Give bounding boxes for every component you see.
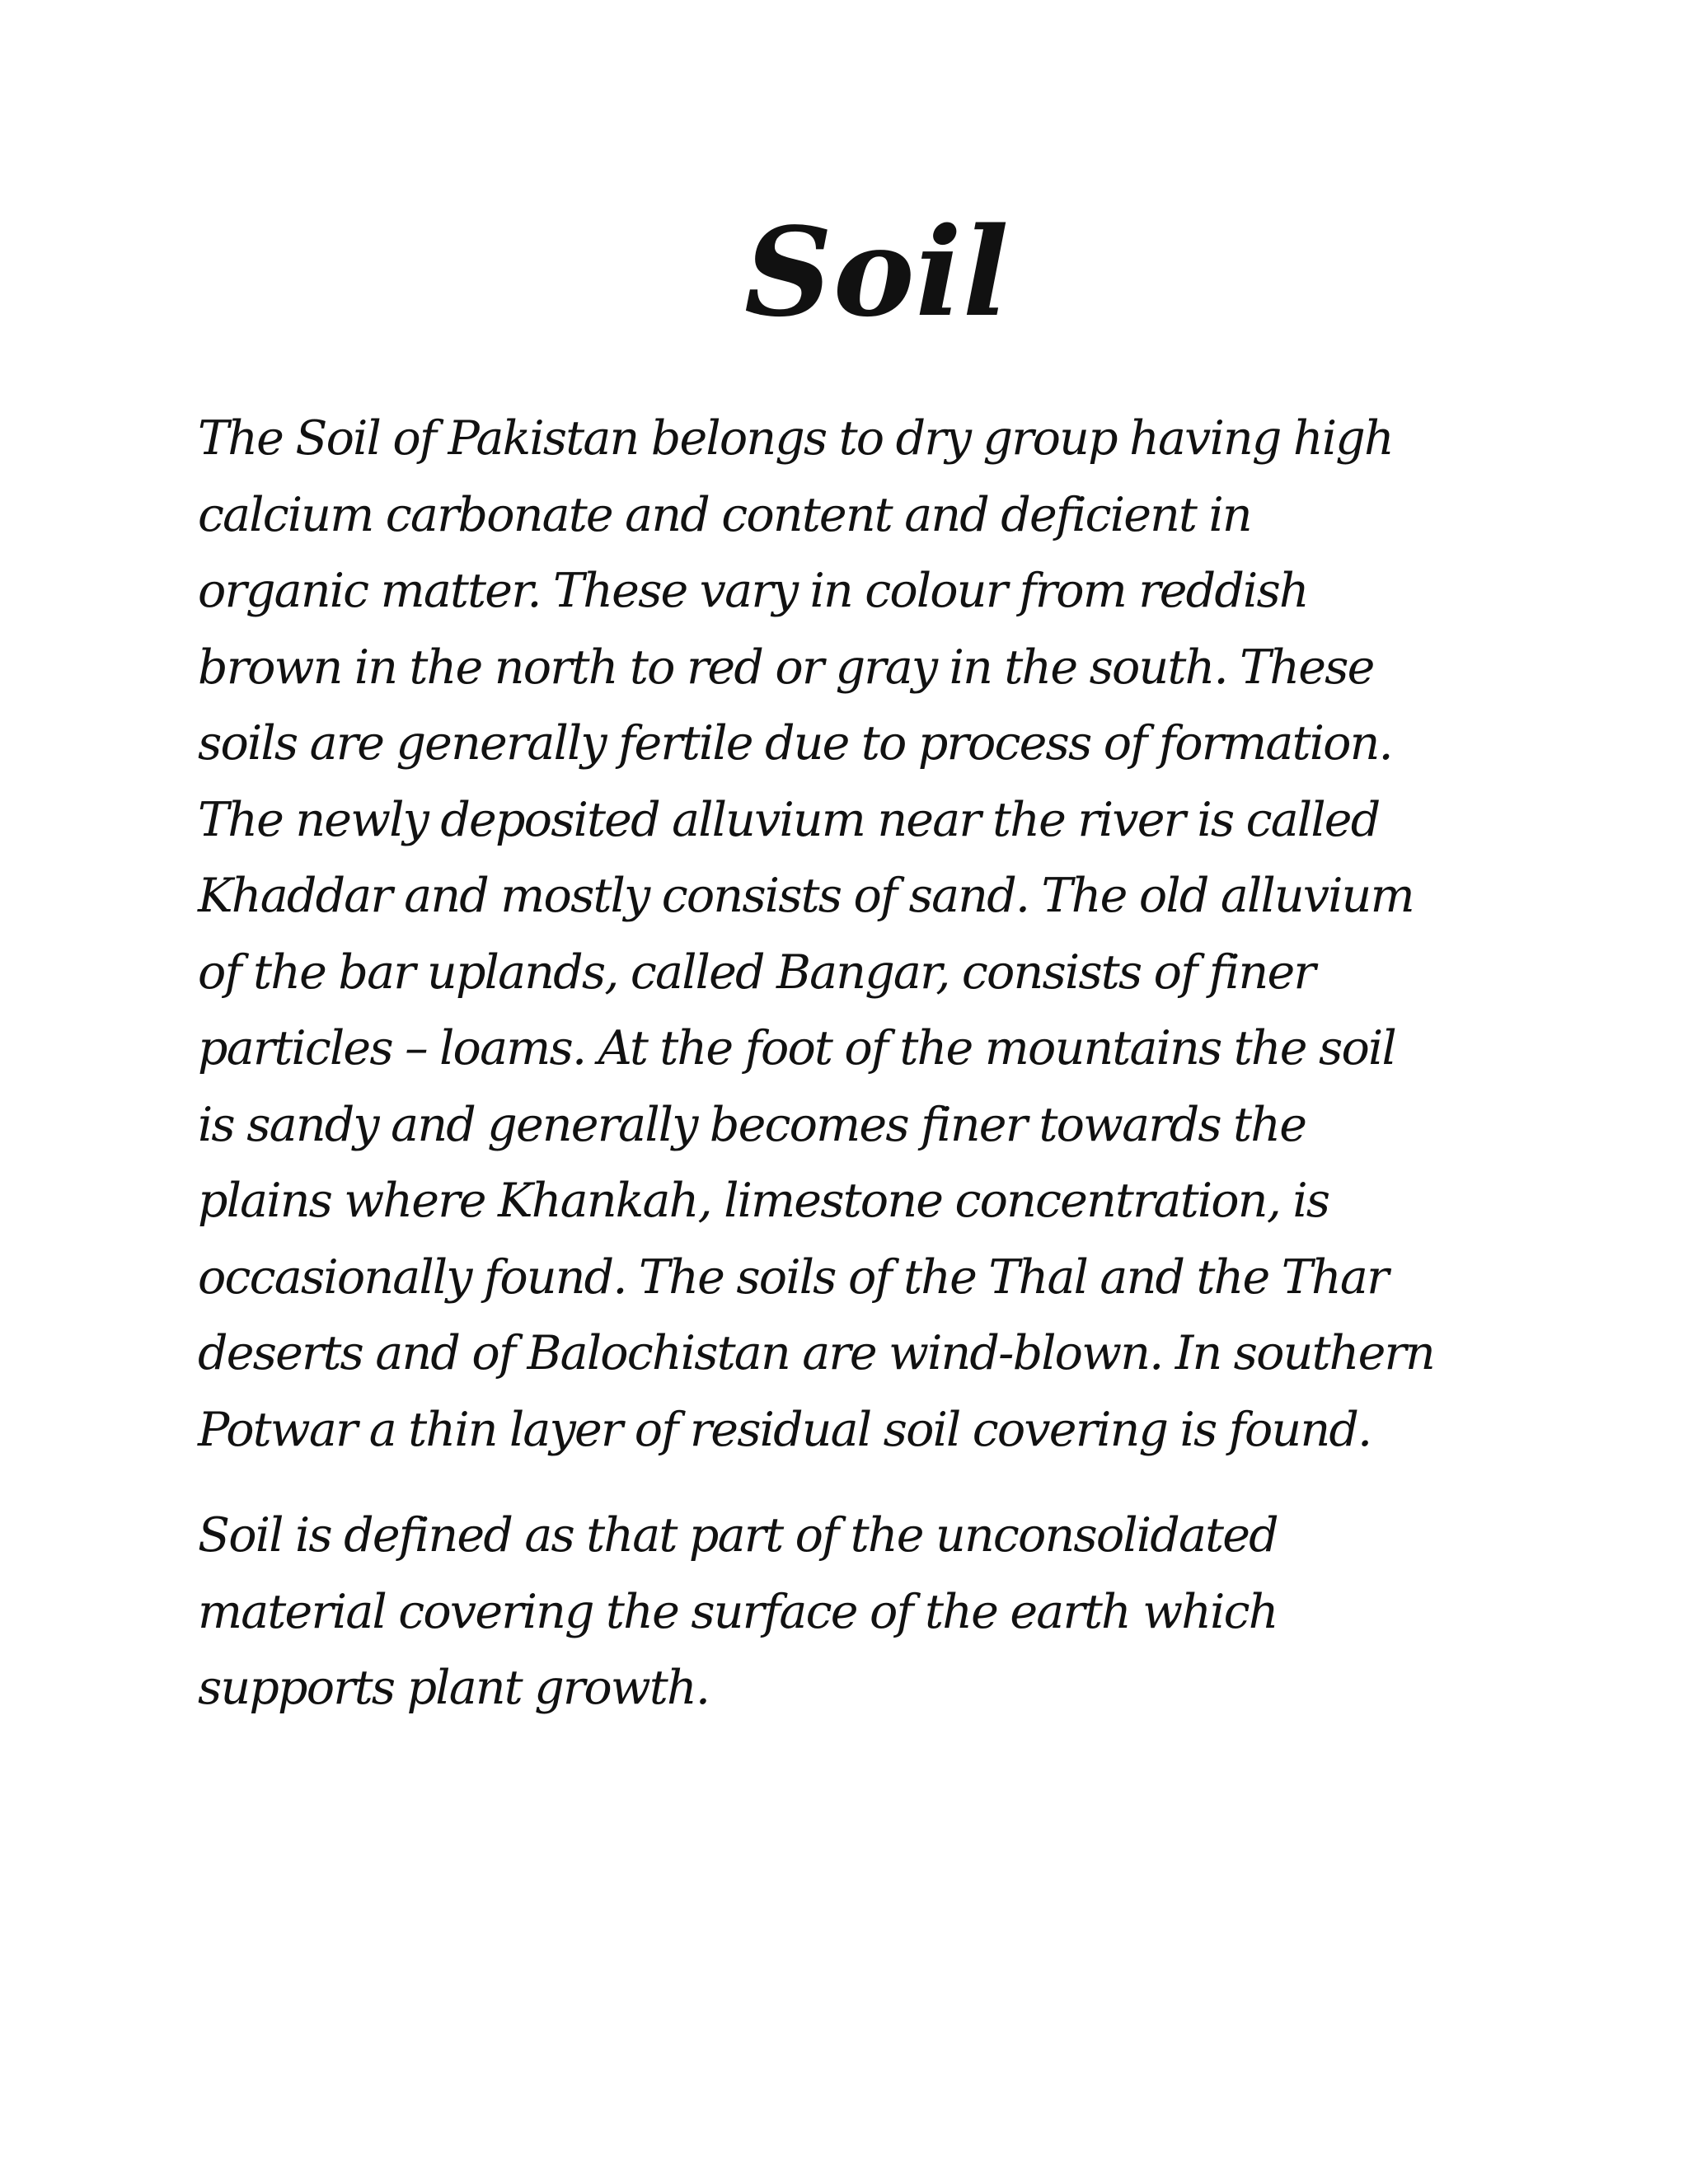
text-line: Khaddar and mostly consists of sand. The old alluvium xyxy=(198,869,1414,923)
text-line: occasionally found. The soils of the Thal and the Thar xyxy=(198,1249,1388,1305)
text-line: of the bar uplands, called Bangar, consists of finer xyxy=(198,944,1315,1000)
paragraph-soil-definition xyxy=(198,1497,1533,1727)
page-title: Soil xyxy=(743,200,1010,344)
text-line: soils are generally fertile due to process of formation. xyxy=(198,716,1392,771)
text-line: particles – loams. At the foot of the mountains the soil xyxy=(198,1021,1395,1076)
text-line: organic matter. These vary in colour from reddish xyxy=(198,564,1308,618)
text-line: The Soil of Pakistan belongs to dry group having high xyxy=(198,411,1393,466)
text-line: calcium carbonate and content and deficient in xyxy=(198,487,1251,542)
text-line: deserts and of Balochistan are wind-blown. In southern xyxy=(198,1326,1434,1380)
text-line: Potwar a thin layer of residual soil covering is found. xyxy=(198,1402,1372,1457)
text-line: brown in the north to red or gray in the south. These xyxy=(198,640,1374,695)
text-line: supports plant growth. xyxy=(198,1661,710,1715)
text-line: The newly deposited alluvium near the river is called xyxy=(198,792,1380,847)
text-line: material covering the surface of the earth which xyxy=(198,1584,1278,1639)
text-line: plains where Khankah, limestone concentration, is xyxy=(198,1174,1329,1228)
text-line: is sandy and generally becomes finer towards the xyxy=(198,1097,1306,1152)
paragraph-soil-of-pakistan xyxy=(198,401,1533,1468)
text-line: Soil is defined as that part of the unconsolidated xyxy=(198,1508,1278,1563)
